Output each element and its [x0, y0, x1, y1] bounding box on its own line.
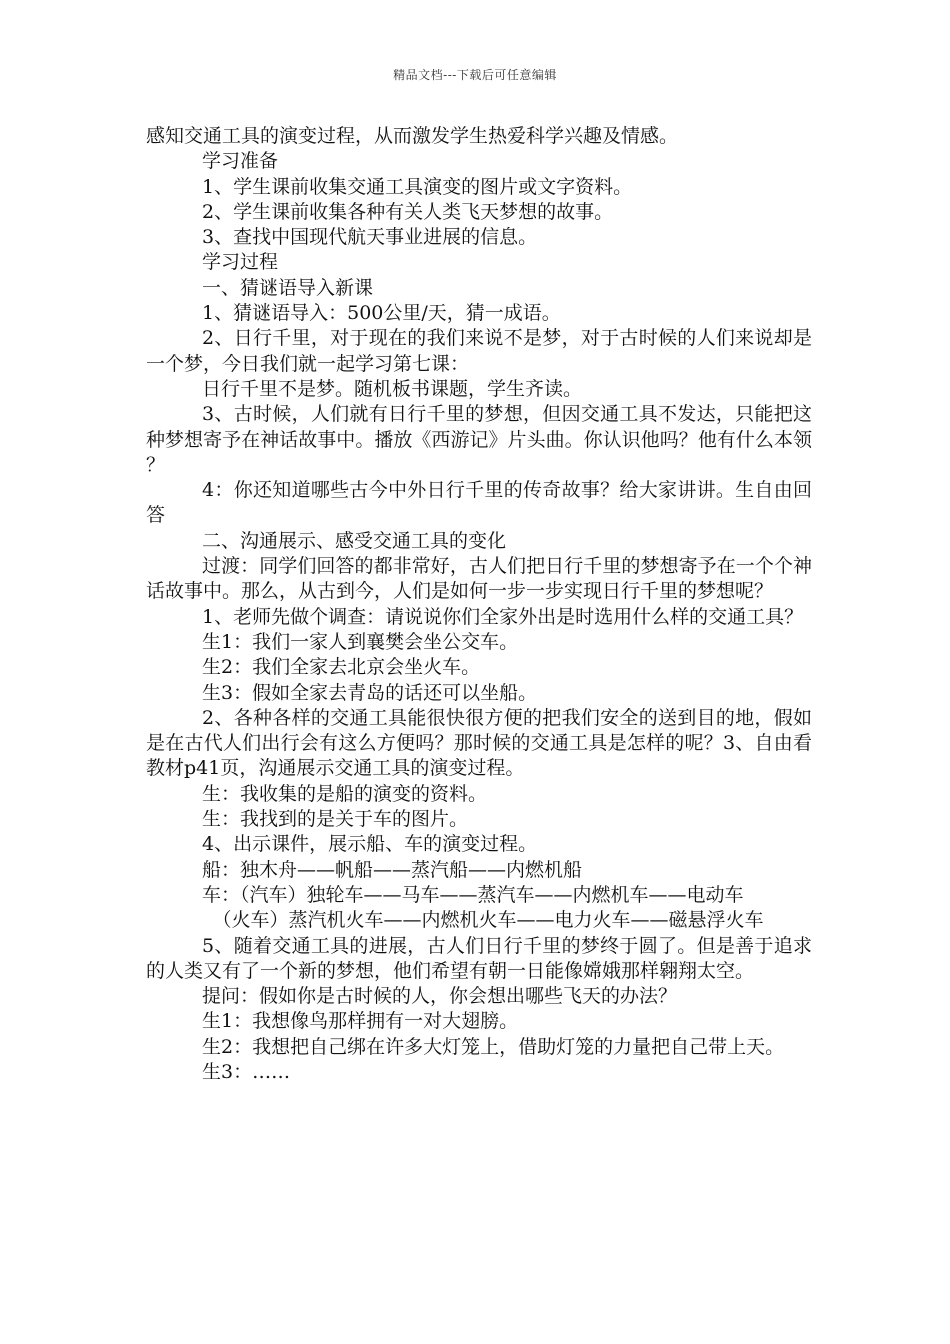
- paragraph: 生1：我们一家人到襄樊会坐公交车。: [202, 630, 519, 653]
- paragraph: 船：独木舟——帆船——蒸汽船——内燃机船: [202, 858, 583, 881]
- paragraph: 提问：假如你是古时候的人，你会想出哪些飞天的办法？: [202, 985, 678, 1008]
- paragraph: 3、查找中国现代航天事业进展的信息。: [202, 226, 538, 249]
- paragraph: 2、日行千里，对于现在的我们来说不是梦，对于古时候的人们来说却是一个梦，今日我们就一起学习第七课：: [146, 327, 812, 375]
- paragraph: 生2：我想把自己绑在许多大灯笼上，借助灯笼的力量把自己带上天。: [202, 1035, 785, 1058]
- paragraph: 1、学生课前收集交通工具演变的图片或文字资料。: [202, 175, 633, 198]
- paragraph: 生：我找到的是关于车的图片。: [202, 808, 469, 831]
- paragraph: 生3：……: [202, 1060, 291, 1083]
- paragraph: 生：我收集的是船的演变的资料。: [202, 782, 488, 805]
- page-header: 精品文档---下载后可任意编辑: [393, 68, 557, 82]
- paragraph: 2、学生课前收集各种有关人类飞天梦想的故事。: [202, 200, 614, 223]
- paragraph: 5、随着交通工具的进展，古人们日行千里的梦终于圆了。但是善于追求的人类又有了一个新的梦想，他们希望有朝一日能像嫦娥那样翱翔太空。: [146, 934, 812, 982]
- section-heading: 二、沟通展示、感受交通工具的变化: [202, 529, 507, 552]
- document-body: [146, 124, 812, 1085]
- section-heading: 学习准备: [202, 150, 279, 173]
- section-heading: 一、猜谜语导入新课: [202, 276, 374, 299]
- paragraph: 生1：我想像鸟那样拥有一对大翅膀。: [202, 1010, 519, 1033]
- paragraph: 1、猜谜语导入：500公里/天，猜一成语。: [202, 302, 561, 325]
- paragraph: 生3：假如全家去青岛的话还可以坐船。: [202, 681, 538, 704]
- paragraph: （火车）蒸汽机火车——内燃机火车——电力火车——磁悬浮火车: [212, 909, 764, 932]
- paragraph: 4、出示课件，展示船、车的演变过程。: [202, 833, 538, 856]
- section-heading: 学习过程: [202, 251, 279, 274]
- paragraph: 车：（汽车）独轮车——马车——蒸汽车——内燃机车——电动车: [202, 883, 744, 906]
- paragraph: 过渡：同学们回答的都非常好，古人们把日行千里的梦想寄予在一个个神话故事中。那么，从古到今，人们是如何一步一步实现日行千里的梦想呢？: [146, 555, 812, 603]
- paragraph: 4：你还知道哪些古今中外日行千里的传奇故事？给大家讲讲。生自由回答: [146, 479, 812, 527]
- paragraph: 生2：我们全家去北京会坐火车。: [202, 656, 481, 679]
- paragraph: 3、古时候，人们就有日行千里的梦想，但因交通工具不发达，只能把这种梦想寄予在神话故事中。播放《西游记》片头曲。你认识他吗？他有什么本领？: [146, 403, 812, 476]
- paragraph: 日行千里不是梦。随机板书课题，学生齐读。: [202, 377, 583, 400]
- paragraph: 1、老师先做个调查：请说说你们全家外出是时选用什么样的交通工具？: [202, 605, 804, 628]
- paragraph: 感知交通工具的演变过程，从而激发学生热爱科学兴趣及情感。: [146, 125, 679, 147]
- paragraph: 2、各种各样的交通工具能很快很方便的把我们安全的送到目的地，假如是在古代人们出行会有这么方便吗？那时候的交通工具是怎样的呢？3、自由看教材p41页，沟通展示交通工具的演变过程。: [146, 706, 812, 780]
